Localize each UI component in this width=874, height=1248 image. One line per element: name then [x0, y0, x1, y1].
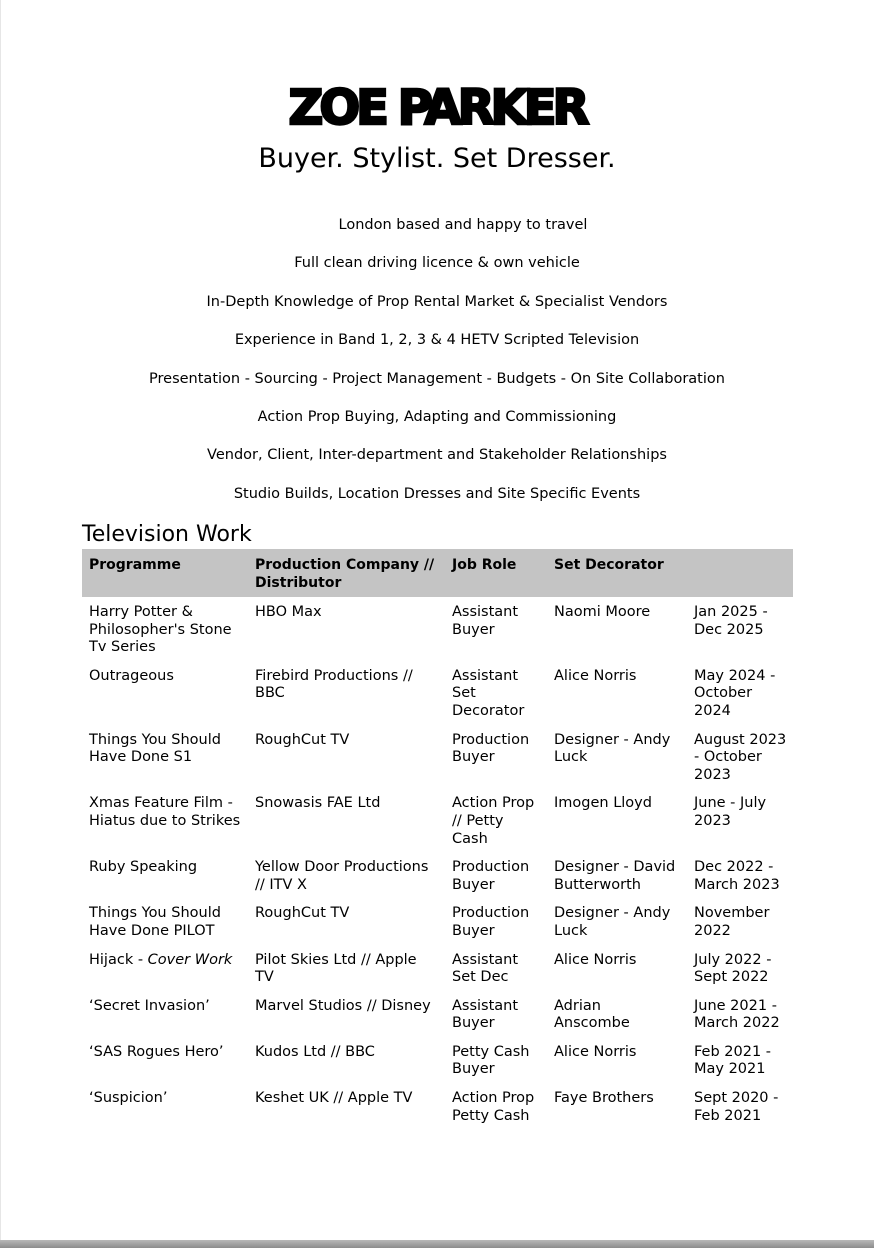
decorator-cell: Alice Norris [554, 667, 637, 684]
dates-cell: Jan 2025 - Dec 2025 [694, 604, 768, 638]
column-header-dates [687, 549, 793, 597]
role-cell: Production Buyer [452, 731, 530, 766]
company-cell: RoughCut TV [255, 731, 350, 748]
table-row [82, 899, 793, 945]
role-cell: Production Buyer [452, 905, 530, 939]
dates-cell: Feb 2021 - May 2021 [694, 1043, 772, 1078]
programme-title: Xmas Feature Film - Hiatus due to Strikes [89, 795, 241, 829]
dates-cell: August 2023 - October 2023 [694, 731, 787, 783]
programme-cell [82, 662, 248, 726]
role-cell: Assistant Set Decorator [452, 667, 525, 719]
table-row [82, 662, 793, 726]
table-row [82, 789, 793, 853]
programme-title: ‘Secret Invasion’ [89, 997, 210, 1014]
programme-cell [82, 899, 248, 945]
role-cell: Action Prop // Petty Cash [452, 795, 535, 847]
dates-cell: June - July 2023 [694, 795, 767, 829]
dates-cell: Dec 2022 - March 2023 [694, 859, 780, 893]
column-header-programme: Programme [89, 557, 181, 573]
programme-cell [82, 726, 248, 790]
role-cell: Assistant Buyer [452, 997, 519, 1032]
programme-title: Harry Potter & Philosopher's Stone Tv Series [89, 604, 232, 656]
skill-item: Action Prop Buying, Adapting and Commissioning [257, 408, 617, 425]
name-heading: ZOE PARKER [288, 80, 586, 136]
column-header-decorator: Set Decorator [554, 557, 664, 573]
skill-item: Presentation - Sourcing - Project Management - Budgets - On Site Collaboration [149, 370, 725, 387]
programme-title: ‘Suspicion’ [89, 1090, 168, 1107]
programme-cell [82, 789, 248, 853]
programme-cell [82, 1038, 248, 1084]
decorator-cell: Adrian Anscombe [554, 997, 630, 1032]
dates-cell: May 2024 - October 2024 [694, 667, 776, 719]
role-cell: Action Prop Petty Cash [452, 1090, 535, 1124]
company-cell: Snowasis FAE Ltd [255, 795, 381, 812]
skills-list [0, 214, 874, 521]
programme-note: Cover Work [147, 951, 233, 968]
company-cell: Pilot Skies Ltd // Apple TV [255, 951, 417, 986]
programme-title: Things You Should Have Done S1 [89, 731, 221, 766]
dates-cell: June 2021 - March 2022 [694, 997, 780, 1032]
programme-title: ‘SAS Rogues Hero’ [89, 1043, 224, 1060]
programme-title: Ruby Speaking [89, 859, 198, 876]
bottom-bar [0, 1240, 874, 1248]
column-header-role: Job Role [452, 557, 517, 573]
company-cell: Yellow Door Productions // ITV X [255, 859, 429, 893]
programme-title: Hijack - [89, 951, 148, 968]
dates-cell: Sept 2020 - Feb 2021 [694, 1090, 779, 1124]
skill-item: Studio Builds, Location Dresses and Site Specific Events [233, 485, 641, 502]
table-row [82, 1084, 793, 1130]
role-cell: Assistant Set Dec [452, 951, 519, 986]
company-cell: RoughCut TV [255, 905, 350, 922]
tagline: Buyer. Stylist. Set Dresser. [258, 143, 616, 174]
column-header-company: Production Company // Distributor [255, 557, 435, 591]
company-cell: Marvel Studios // Disney [255, 997, 431, 1014]
television-work-table [82, 549, 793, 1130]
programme-title: Outrageous [89, 667, 174, 684]
table-row [82, 992, 793, 1038]
skill-item: London based and happy to travel [338, 217, 588, 233]
table-row [82, 597, 793, 662]
role-cell: Production Buyer [452, 859, 530, 893]
programme-cell [82, 946, 248, 992]
table-row [82, 1038, 793, 1084]
role-cell: Assistant Buyer [452, 604, 519, 638]
company-cell: Firebird Productions // BBC [255, 667, 413, 702]
dates-cell: July 2022 - Sept 2022 [694, 951, 772, 986]
section-title-television: Television Work [82, 522, 252, 547]
page-edge [0, 0, 1, 1240]
decorator-cell: Designer - Andy Luck [554, 731, 671, 766]
programme-title: Things You Should Have Done PILOT [89, 905, 221, 939]
decorator-cell: Alice Norris [554, 1043, 637, 1060]
programme-cell [82, 597, 248, 662]
company-cell: Keshet UK // Apple TV [255, 1090, 413, 1107]
skill-item: In-Depth Knowledge of Prop Rental Market & Specialist Vendors [206, 293, 668, 310]
decorator-cell: Naomi Moore [554, 604, 651, 620]
decorator-cell: Imogen Lloyd [554, 795, 652, 812]
decorator-cell: Faye Brothers [554, 1090, 654, 1107]
skill-item: Full clean driving licence & own vehicle [294, 255, 580, 272]
programme-cell [82, 853, 248, 899]
table-header-row [82, 549, 793, 597]
dates-cell: November 2022 [694, 905, 770, 939]
table-row [82, 946, 793, 992]
role-cell: Petty Cash Buyer [452, 1043, 530, 1078]
decorator-cell: Alice Norris [554, 951, 637, 968]
decorator-cell: Designer - David Butterworth [554, 859, 676, 893]
company-cell: HBO Max [255, 604, 322, 620]
programme-cell [82, 1084, 248, 1130]
company-cell: Kudos Ltd // BBC [255, 1043, 375, 1060]
decorator-cell: Designer - Andy Luck [554, 905, 671, 939]
table-row [82, 726, 793, 790]
skill-item: Vendor, Client, Inter-department and Stakeholder Relationships [207, 447, 667, 464]
skill-item: Experience in Band 1, 2, 3 & 4 HETV Scripted Television [234, 332, 640, 349]
programme-cell [82, 992, 248, 1038]
table-row [82, 853, 793, 899]
